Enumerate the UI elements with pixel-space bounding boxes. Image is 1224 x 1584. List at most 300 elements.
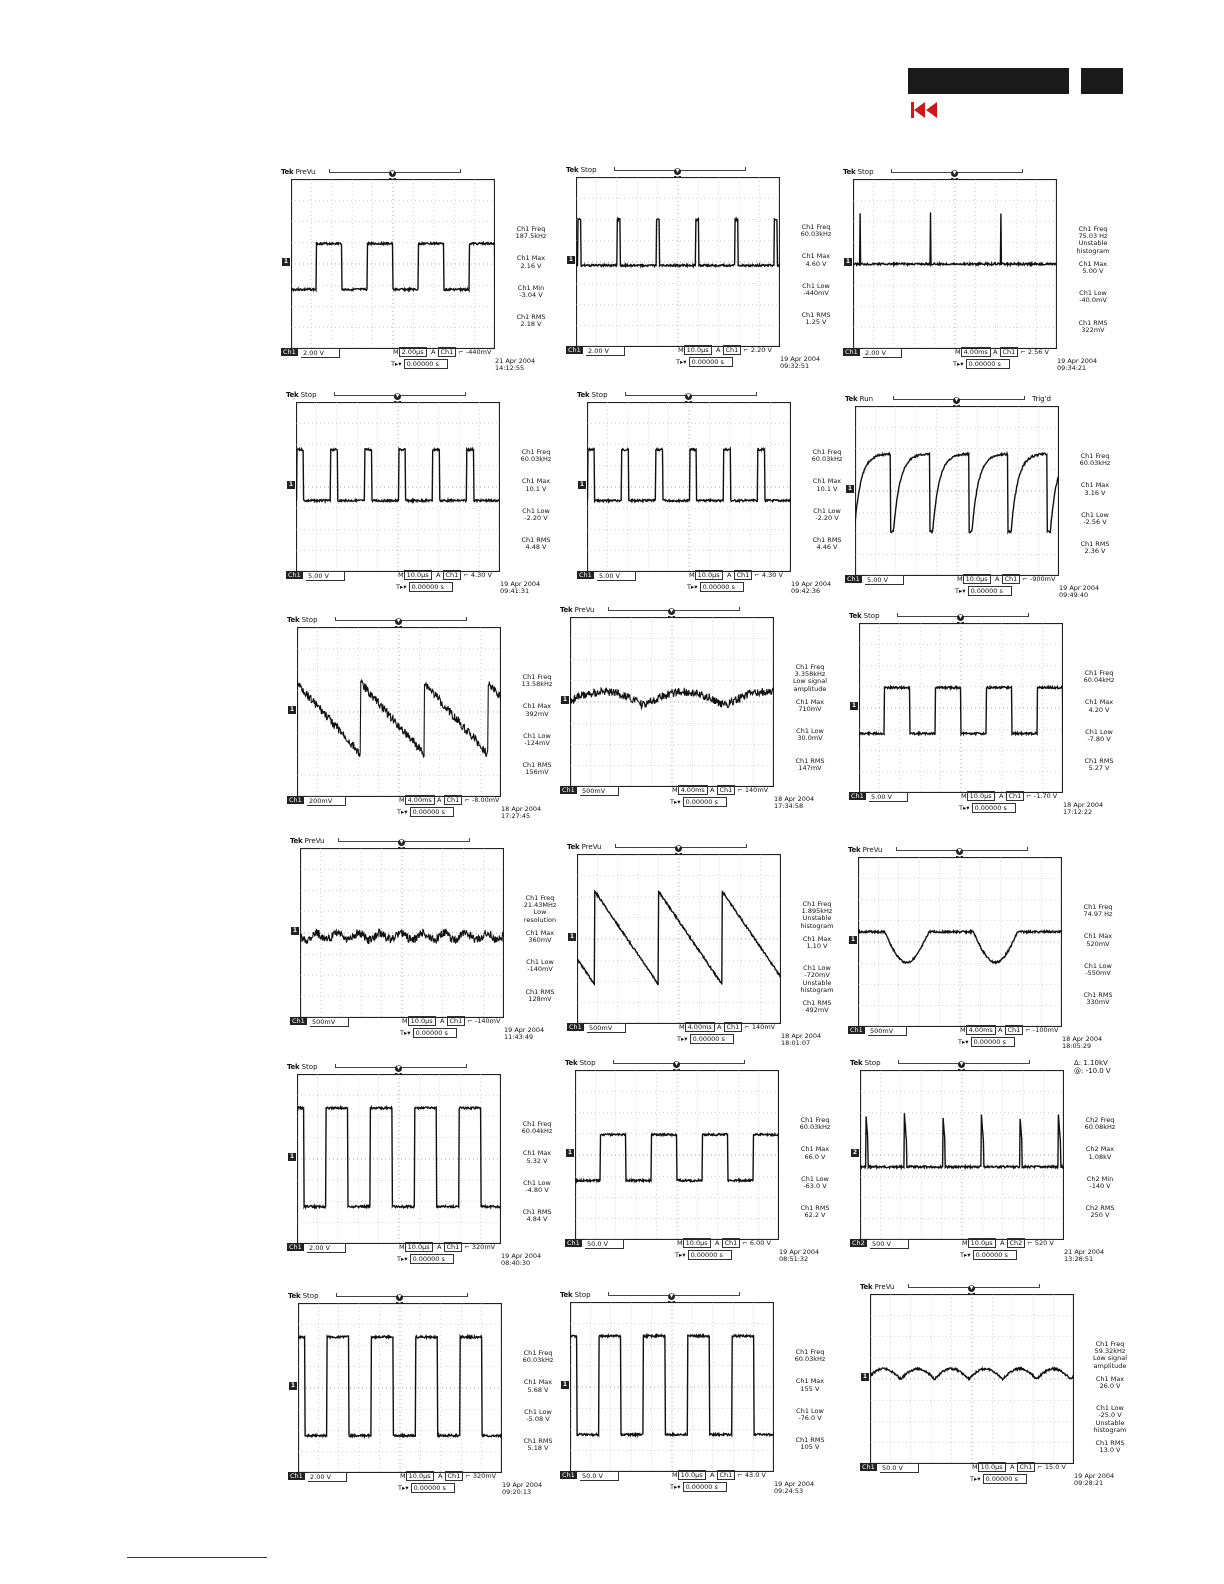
- scope-status: Tek PreVu: [290, 837, 325, 845]
- settings-bar: [290, 1017, 530, 1037]
- volts-per-div: 5.00 V: [306, 571, 345, 581]
- trigger-pos-icon: ▼: [390, 170, 395, 176]
- scope-screen: [860, 1070, 1064, 1240]
- ground-marker-icon: 1: [847, 485, 853, 492]
- horizontal-position: T▸▾ 0.00000 s: [687, 583, 744, 591]
- measurement: Ch1 RMS 1.25 V: [801, 311, 831, 327]
- measurement-panel: [1074, 1117, 1126, 1235]
- measurement: Ch1 RMS 13.0 V: [1095, 1439, 1125, 1455]
- trigger-pos-icon: ▼: [676, 845, 681, 851]
- scope-status: Tek Stop: [287, 1063, 318, 1071]
- scope-screen: [570, 1302, 774, 1472]
- time-per-div: M 10.0µs: [398, 571, 432, 579]
- measurement: Ch1 Freq 60.03kHz: [522, 1349, 554, 1365]
- scope-capture: [849, 612, 1115, 827]
- horizontal-position: T▸▾ 0.00000 s: [400, 1029, 457, 1037]
- measurement: Ch1 RMS 128mV: [525, 987, 555, 1003]
- measurement: Ch1 RMS 5.18 V: [523, 1437, 553, 1453]
- time-per-div: M 10.0µs: [957, 575, 991, 583]
- timestamp: 18 Apr 2004 17:34:58: [774, 795, 815, 810]
- time-per-div: M 10.0µs: [400, 1472, 434, 1480]
- measurement: Ch1 Low -40.0mV: [1079, 289, 1107, 305]
- settings-bar: [567, 1023, 807, 1043]
- horizontal-position: T▸▾ 0.00000 s: [398, 1484, 455, 1492]
- measurement: Ch1 RMS 4.46 V: [812, 536, 842, 552]
- measurement: Ch2 Freq 60.08kHz: [1084, 1116, 1116, 1132]
- scope-screen: [587, 402, 791, 572]
- horizontal-position: T▸▾ 0.00000 s: [391, 360, 448, 368]
- settings-bar: [288, 1472, 528, 1492]
- measurement: Ch1 RMS 62.2 V: [800, 1204, 830, 1220]
- measurement: Ch1 Max 10.1 V: [521, 477, 551, 493]
- trigger-setting: A Ch1 ⌐ 2.20 V: [716, 346, 772, 354]
- volts-per-div: 2.00 V: [307, 1243, 346, 1253]
- volts-per-div: 50.0 V: [580, 1471, 619, 1481]
- trigger-pos-icon: ▼: [959, 1061, 964, 1067]
- measurement: Ch1 Freq 60.03kHz: [811, 448, 843, 464]
- measurement: Ch1 Max 66.0 V: [800, 1145, 830, 1161]
- settings-bar: [849, 792, 1089, 812]
- time-per-div: M 10.0µs: [399, 1243, 433, 1251]
- time-per-div: M 4.00ms: [960, 1026, 996, 1034]
- measurement: Ch1 Max 155 V: [795, 1377, 825, 1393]
- measurement: Ch1 Max 2.16 V: [516, 254, 546, 270]
- time-per-div: M 4.00ms: [399, 796, 435, 804]
- measurement: Ch1 Max 26.0 V: [1095, 1374, 1125, 1391]
- ground-marker-icon: 1: [562, 696, 568, 703]
- measurement-panel: [784, 664, 836, 787]
- horizontal-position: T▸▾ 0.00000 s: [959, 804, 1016, 812]
- channel-label: Ch1: [850, 1026, 863, 1034]
- measurement: Ch2 Max 1.08kV: [1085, 1145, 1115, 1161]
- settings-bar: [843, 348, 1083, 368]
- scope-capture: [848, 846, 1113, 1061]
- horizontal-position: T▸▾ 0.00000 s: [970, 1475, 1027, 1483]
- ground-marker-icon: 1: [288, 481, 294, 488]
- measurement: Ch1 Freq 60.03kHz: [799, 1116, 831, 1132]
- trigger-pos-icon: ▼: [396, 1065, 401, 1071]
- channel-label: Ch1: [862, 1463, 875, 1471]
- scope-status: Tek Stop: [565, 1059, 596, 1067]
- scope-status: Tek Stop: [560, 1291, 591, 1299]
- measurement-panel: [512, 1350, 564, 1468]
- scope-screen: [297, 1074, 501, 1244]
- measurement: Ch2 RMS 250 V: [1085, 1204, 1115, 1220]
- measurement: Ch1 RMS 105 V: [795, 1436, 825, 1452]
- measurement: Ch1 Low -140mV: [526, 958, 554, 974]
- scope-screen: [853, 179, 1057, 349]
- trigger-setting: A Ch1 ⌐ 4.30 V: [436, 571, 492, 579]
- scope-status: Tek PreVu: [860, 1283, 895, 1291]
- ground-marker-icon: 1: [292, 927, 298, 934]
- horizontal-position: T▸▾ 0.00000 s: [676, 358, 733, 366]
- measurement-panel: [790, 224, 842, 342]
- ground-marker-icon: 1: [562, 1381, 568, 1388]
- scope-capture: [287, 1063, 553, 1278]
- measurement: Ch1 Freq 60.03kHz: [1079, 452, 1111, 468]
- channel-label: Ch1: [562, 1471, 575, 1479]
- channel-label: Ch1: [289, 1243, 302, 1251]
- back-to-start-icon[interactable]: [910, 101, 940, 119]
- trigger-pos-icon: ▼: [958, 614, 963, 620]
- measurement: Ch1 RMS 322mV: [1078, 318, 1108, 334]
- trigger-setting: A Ch1 ⌐ -1.70 V: [999, 792, 1058, 800]
- trigger-pos-icon: ▼: [397, 1294, 402, 1300]
- time-per-div: M 10.0µs: [972, 1463, 1006, 1471]
- measurement: Ch1 Max 5.32 V: [522, 1149, 552, 1165]
- channel-label: Ch1: [569, 1023, 582, 1031]
- time-per-div: M 4.00ms: [955, 348, 991, 356]
- header-page-box: [1081, 68, 1123, 94]
- scope-capture: [845, 395, 1111, 610]
- scope-capture: [288, 1292, 554, 1507]
- measurement: Ch1 Freq 21.43MHz Low resolution: [523, 894, 557, 924]
- channel-label: Ch1: [845, 348, 858, 356]
- scope-capture: [566, 166, 832, 381]
- measurement: Ch1 Max 5.68 V: [523, 1378, 553, 1394]
- measurement-panel: [510, 449, 562, 567]
- measurement: Ch1 Freq 60.03kHz: [800, 223, 832, 239]
- timestamp: 18 Apr 2004 18:01:07: [781, 1032, 822, 1047]
- trigger-setting: A Ch1 ⌐ 320mV: [437, 1243, 496, 1251]
- scope-capture: [843, 168, 1110, 383]
- timestamp: 19 Apr 2004 09:24:53: [774, 1480, 815, 1495]
- measurement: Ch1 RMS 492mV: [802, 999, 832, 1015]
- measurement: Ch1 Freq 75.03 Hz Unstable histogram: [1076, 225, 1110, 255]
- measurement: Ch1 RMS 5.27 V: [1084, 757, 1114, 773]
- channel-label: Ch1: [851, 792, 864, 800]
- ground-marker-icon: 1: [290, 1382, 296, 1389]
- scope-capture: [290, 837, 557, 1052]
- trigger-pos-icon: ▼: [957, 848, 962, 854]
- scope-status: Tek PreVu: [848, 846, 883, 854]
- settings-bar: [560, 786, 800, 806]
- measurement: Ch1 Freq 59.32kHz Low signal amplitude: [1092, 1340, 1128, 1370]
- measurement: Ch1 Freq 60.04kHz: [521, 1120, 553, 1136]
- trigger-setting: A Ch1 ⌐ 15.0 V: [1010, 1463, 1066, 1471]
- trigger-setting: A Ch1 ⌐ 320mV: [438, 1472, 497, 1480]
- measurement: Ch1 Freq 13.58kHz: [521, 673, 553, 689]
- scope-status: Tek PreVu: [567, 843, 602, 851]
- measurement: Ch1 RMS 2.36 V: [1080, 540, 1110, 556]
- settings-bar: [848, 1026, 1088, 1046]
- channel-label: Ch1: [568, 346, 581, 354]
- scope-screen: [298, 1303, 502, 1473]
- trigger-setting: A Ch1 ⌐ -140mV: [440, 1017, 501, 1025]
- measurement: Ch1 Max 3.16 V: [1080, 481, 1110, 497]
- volts-per-div: 500mV: [310, 1017, 349, 1027]
- measurement: Ch1 Freq 74.97 Hz: [1083, 903, 1113, 919]
- trigger-pos-icon: ▼: [674, 1061, 679, 1067]
- ground-marker-icon: 2: [852, 1149, 858, 1156]
- measurement: Ch1 Low -5.08 V: [524, 1407, 552, 1424]
- measurement: Ch2 Min -140 V: [1086, 1174, 1114, 1191]
- time-per-div: M 10.0µs: [672, 1471, 706, 1479]
- timestamp: 18 Apr 2004 17:27:45: [501, 805, 542, 820]
- scope-status: Tek Stop: [286, 391, 317, 399]
- horizontal-position: T▸▾ 0.00000 s: [958, 1038, 1015, 1046]
- measurement: Ch1 RMS 156mV: [522, 761, 552, 777]
- ground-marker-icon: 1: [289, 706, 295, 713]
- timestamp: 19 Apr 2004 08:40:30: [501, 1252, 542, 1267]
- timestamp: 19 Apr 2004 11:43:49: [504, 1026, 545, 1041]
- trigger-setting: A Ch1 ⌐ 4.30 V: [727, 571, 783, 579]
- trigger-setting: A Ch1 ⌐ 140mV: [710, 786, 769, 794]
- scope-status: Tek Stop: [287, 616, 318, 624]
- scope-status: Tek PreVu: [560, 606, 595, 614]
- time-per-div: M 10.0µs: [961, 792, 995, 800]
- measurement: Ch1 RMS 4.48 V: [521, 536, 551, 552]
- measurement-panel: [511, 674, 563, 792]
- horizontal-position: T▸▾ 0.00000 s: [670, 1483, 727, 1491]
- settings-bar: [566, 346, 806, 366]
- ground-marker-icon: 1: [568, 256, 574, 263]
- timestamp: 21 Apr 2004 13:28:51: [1064, 1248, 1105, 1263]
- time-per-div: M 10.0µs: [962, 1239, 996, 1247]
- ground-marker-icon: 1: [851, 702, 857, 709]
- timestamp: 19 Apr 2004 09:20:13: [502, 1481, 543, 1496]
- volts-per-div: 200mV: [307, 796, 346, 806]
- scope-capture: [287, 616, 553, 831]
- channel-label: Ch1: [288, 571, 301, 579]
- measurement: Ch1 Max 360mV: [525, 928, 555, 945]
- trigger-pos-icon: ▼: [395, 393, 400, 399]
- scope-screen: [296, 402, 500, 572]
- volts-per-div: 500 V: [870, 1239, 909, 1249]
- measurement: Ch1 RMS 4.84 V: [522, 1208, 552, 1224]
- ground-marker-icon: 1: [569, 933, 575, 940]
- ground-marker-icon: 1: [850, 936, 856, 943]
- volts-per-div: 5.00 V: [597, 571, 636, 581]
- scope-status: Tek Run: [845, 395, 874, 403]
- scope-status: Tek Stop: [566, 166, 597, 174]
- measurement-panel: [784, 1349, 836, 1467]
- measurement: Ch1 RMS 330mV: [1083, 991, 1113, 1007]
- ground-marker-icon: 1: [567, 1149, 573, 1156]
- trigger-setting: A Ch1 ⌐ 6.00 V: [715, 1239, 771, 1247]
- measurement: Ch1 Freq 1.895kHz Unstable histogram: [800, 900, 834, 930]
- settings-bar: [860, 1463, 1100, 1483]
- measurement: Ch1 Low -124mV: [523, 731, 551, 748]
- measurement-panel: [505, 226, 557, 344]
- trigger-pos-icon: ▼: [954, 397, 959, 403]
- volts-per-div: 2.00 V: [301, 348, 340, 358]
- timestamp: 19 Apr 2004 09:28:21: [1074, 1472, 1115, 1487]
- measurement: Ch1 Max 5.00 V: [1078, 259, 1108, 276]
- settings-bar: [577, 571, 817, 591]
- scope-capture: [860, 1283, 1128, 1498]
- scope-capture: [560, 606, 828, 821]
- measurement: Ch1 Low -63.0 V: [801, 1174, 829, 1191]
- scope-status: Tek Stop: [849, 612, 880, 620]
- ground-marker-icon: 1: [289, 1153, 295, 1160]
- horizontal-position: T▸▾ 0.00000 s: [955, 587, 1012, 595]
- measurement: Ch1 Low -440mV: [802, 281, 830, 298]
- measurement: Ch1 Low -7.80 V: [1085, 727, 1113, 744]
- measurement-panel: [791, 901, 843, 1029]
- scope-screen: [576, 177, 780, 347]
- scope-screen: [297, 627, 501, 797]
- measurement: Ch1 Low -2.20 V: [813, 506, 841, 523]
- channel-label: Ch2: [852, 1239, 865, 1247]
- measurement-panel: [511, 1121, 563, 1239]
- scope-status: Tek Stop: [577, 391, 608, 399]
- measurement: Ch1 Freq 60.03kHz: [794, 1348, 826, 1364]
- ground-marker-icon: 1: [862, 1373, 868, 1380]
- scope-status: Tek PreVu: [281, 168, 316, 176]
- measurement: Ch1 Low -2.56 V: [1081, 510, 1109, 527]
- scope-capture: [560, 1291, 826, 1506]
- scope-screen: [859, 623, 1063, 793]
- volts-per-div: 500mV: [587, 1023, 626, 1033]
- time-per-div: M 4.00ms: [679, 1023, 715, 1031]
- timestamp: 19 Apr 2004 08:51:32: [779, 1248, 820, 1263]
- horizontal-position: T▸▾ 0.00000 s: [670, 798, 727, 806]
- measurement: Ch1 Low -4.80 V: [523, 1178, 551, 1195]
- volts-per-div: 2.00 V: [308, 1472, 347, 1482]
- horizontal-position: T▸▾ 0.00000 s: [953, 360, 1010, 368]
- scope-status: Tek Stop: [288, 1292, 319, 1300]
- scope-status: Tek Stop: [850, 1059, 881, 1067]
- measurement: Ch1 Low -550mV: [1084, 961, 1112, 978]
- volts-per-div: 50.0 V: [880, 1463, 919, 1473]
- measurement: Ch1 Low -76.0 V: [796, 1406, 824, 1423]
- scope-screen: [577, 854, 781, 1024]
- trigger-setting: A Ch1 ⌐ 140mV: [717, 1023, 776, 1031]
- ground-marker-icon: 1: [579, 481, 585, 488]
- measurement-panel: [1069, 453, 1121, 571]
- ground-marker-icon: 1: [283, 258, 289, 265]
- measurement: Ch1 Freq 60.04kHz: [1083, 669, 1115, 685]
- horizontal-position: T▸▾ 0.00000 s: [960, 1251, 1017, 1259]
- measurement: Ch1 Freq 187.5kHz: [515, 225, 547, 241]
- scope-capture: [565, 1059, 831, 1274]
- measurement: Ch1 Max 4.20 V: [1084, 698, 1114, 714]
- trigger-pos-icon: ▼: [669, 1293, 674, 1299]
- volts-per-div: 5.00 V: [869, 792, 908, 802]
- channel-label: Ch1: [847, 575, 860, 583]
- timestamp: 18 Apr 2004 17:12:22: [1063, 801, 1104, 816]
- measurement: Ch1 Max 1.10 V: [802, 934, 832, 951]
- trigger-pos-icon: ▼: [686, 393, 691, 399]
- horizontal-position: T▸▾ 0.00000 s: [396, 583, 453, 591]
- channel-label: Ch1: [562, 786, 575, 794]
- timestamp: 19 Apr 2004 09:42:36: [791, 580, 832, 595]
- cursor-readout: Δ: 1.10kV @: -10.0 V: [1074, 1059, 1111, 1075]
- header-bar: [908, 68, 1069, 94]
- time-per-div: M 2.00µs: [393, 348, 427, 356]
- scope-screen: [858, 857, 1062, 1027]
- settings-bar: [287, 796, 527, 816]
- footer-link-line[interactable]: [127, 1557, 267, 1558]
- measurement: Ch1 Max 710mV: [795, 697, 825, 714]
- settings-bar: [845, 575, 1085, 595]
- measurement: Ch1 Low 30.0mV: [796, 727, 824, 743]
- timestamp: 19 Apr 2004 09:32:51: [780, 355, 821, 370]
- trigger-setting: A Ch1 ⌐ -100mV: [998, 1026, 1059, 1034]
- scope-status: Tek Stop: [843, 168, 874, 176]
- settings-bar: [281, 348, 521, 368]
- measurement-panel: [1073, 670, 1125, 788]
- trigger-pos-icon: ▼: [399, 839, 404, 845]
- horizontal-position: T▸▾ 0.00000 s: [397, 1255, 454, 1263]
- trigger-setting: A Ch2 ⌐ 520 V: [1000, 1239, 1054, 1247]
- settings-bar: [850, 1239, 1090, 1259]
- measurement: Ch1 Freq 3.358kHz Low signal amplitude: [792, 663, 828, 693]
- channel-label: Ch1: [290, 1472, 303, 1480]
- settings-bar: [287, 1243, 527, 1263]
- time-per-div: M 10.0µs: [402, 1017, 436, 1025]
- measurement: Ch1 Max 10.1 V: [812, 477, 842, 493]
- trigger-setting: A Ch1 ⌐ -440mV: [431, 348, 492, 356]
- volts-per-div: 50.0 V: [585, 1239, 624, 1249]
- settings-bar: [286, 571, 526, 591]
- measurement-panel: [1067, 226, 1119, 349]
- channel-label: Ch1: [283, 348, 296, 356]
- channel-label: Ch1: [579, 571, 592, 579]
- measurement: Ch1 Max 520mV: [1083, 932, 1113, 948]
- trigger-pos-icon: ▼: [669, 608, 674, 614]
- measurement: Ch1 RMS 147mV: [795, 756, 825, 772]
- measurement-panel: [789, 1117, 841, 1235]
- trigger-setting: A Ch1 ⌐ -900mV: [995, 575, 1056, 583]
- trigger-setting: A Ch1 ⌐ -8.00mV: [437, 796, 500, 804]
- measurement-panel: [1084, 1341, 1136, 1469]
- volts-per-div: 2.00 V: [863, 348, 902, 358]
- scope-screen: [870, 1294, 1074, 1464]
- horizontal-position: T▸▾ 0.00000 s: [677, 1035, 734, 1043]
- time-per-div: M 10.0µs: [677, 1239, 711, 1247]
- volts-per-div: 5.00 V: [865, 575, 904, 585]
- channel-label: Ch1: [289, 796, 302, 804]
- scope-screen: [575, 1070, 779, 1240]
- measurement: Ch1 RMS 2.18 V: [516, 313, 546, 329]
- horizontal-position: T▸▾ 0.00000 s: [397, 808, 454, 816]
- channel-label: Ch1: [567, 1239, 580, 1247]
- trigger-setting: A Ch1 ⌐ 43.0 V: [710, 1471, 766, 1479]
- scope-capture: [567, 843, 834, 1058]
- measurement-panel: [514, 895, 566, 1018]
- time-per-div: M 10.0µs: [689, 571, 723, 579]
- scope-capture: [577, 391, 843, 606]
- trigger-pos-icon: ▼: [969, 1285, 974, 1291]
- scope-screen: [291, 179, 495, 349]
- measurement: Ch1 Low -2.20 V: [522, 506, 550, 523]
- timestamp: 19 Apr 2004 09:34:21: [1057, 357, 1098, 372]
- trig-status: Trig'd: [1032, 395, 1051, 403]
- timestamp: 19 Apr 2004 09:41:31: [500, 580, 541, 595]
- time-per-div: M 4.00ms: [672, 786, 708, 794]
- volts-per-div: 2.00 V: [586, 346, 625, 356]
- measurement: Ch1 Max 392mV: [522, 702, 552, 718]
- timestamp: 18 Apr 2004 18:05:29: [1062, 1035, 1103, 1050]
- trigger-setting: A Ch1 ⌐ 2.56 V: [993, 348, 1049, 356]
- measurement: Ch1 Low -720mV Unstable histogram: [800, 964, 834, 994]
- volts-per-div: 500mV: [868, 1026, 907, 1036]
- timestamp: 21 Apr 2004 14:12:55: [495, 357, 536, 372]
- scope-capture: [850, 1059, 1116, 1274]
- measurement-panel: [1072, 904, 1124, 1022]
- scope-screen: [570, 617, 774, 787]
- timestamp: 19 Apr 2004 09:49:40: [1059, 584, 1100, 599]
- scope-capture: [286, 391, 552, 606]
- trigger-pos-icon: ▼: [675, 168, 680, 174]
- scope-screen: [300, 848, 504, 1018]
- ground-marker-icon: 1: [845, 258, 851, 265]
- measurement: Ch1 Low -25.0 V Unstable histogram: [1093, 1404, 1127, 1434]
- trigger-pos-icon: ▼: [396, 618, 401, 624]
- measurement: Ch1 Min -3.04 V: [517, 283, 545, 300]
